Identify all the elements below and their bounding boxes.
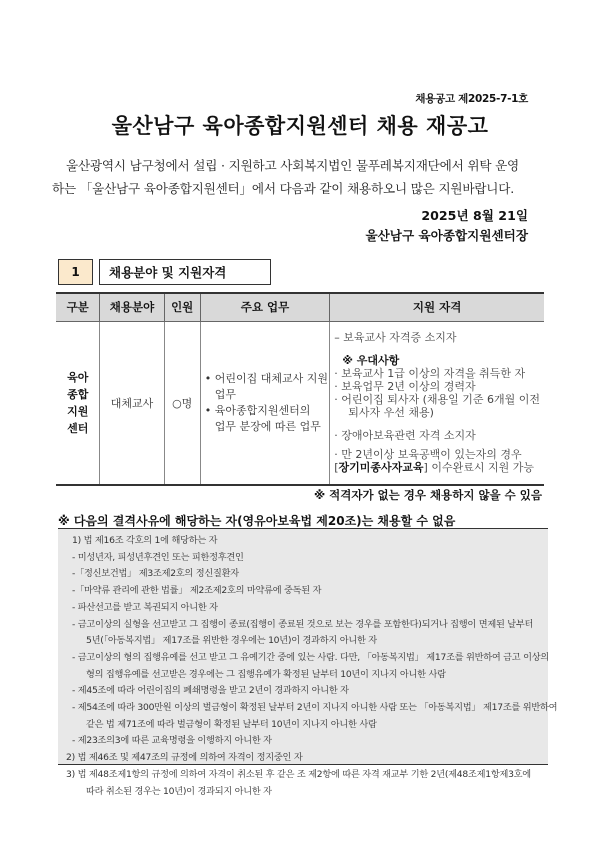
page-title: 울산남구 육아종합지원센터 채용 재공고 — [111, 114, 489, 138]
duty-text: 육아종합지원센터의 — [214, 403, 311, 417]
disqualification-title: ※ 다음의 결격사유에 해당하는 자(영유아보육법 제20조)는 채용할 수 없음 — [58, 514, 456, 528]
recruitment-table — [56, 292, 544, 486]
duty-text: 업무 분장에 따른 업무 — [214, 419, 321, 433]
bullet-spacer — [205, 419, 215, 435]
disq-item: - 금고이상의 실형을 선고받고 그 집행이 종료(집행이 종료된 것으로 보는 경우를 포함한다)되거나 집행이 면제된 날부터 — [72, 618, 534, 630]
header-gubun: 구분 — [56, 293, 100, 321]
cell-qualifications — [330, 321, 544, 485]
disq-item: 3) 법 제48조제1항의 규정에 의하여 자격이 취소된 후 같은 조 제2항에 따른 자격 재교부 기한 2년(제48조제1항제3호에 — [66, 768, 531, 780]
cell-duties — [200, 321, 329, 485]
duty-item — [205, 419, 329, 435]
notice-number: 채용공고 제2025-7-1호 — [415, 93, 528, 105]
duty-item — [205, 371, 329, 403]
disqualification-box — [58, 528, 558, 797]
disq-item: - 파산선고를 받고 복권되지 아니한 자 — [72, 601, 218, 613]
section-heading — [58, 259, 271, 285]
bracket-open: [ — [334, 461, 339, 475]
disq-item: -「정신보건법」 제3조제2호의 정신질환자 — [72, 568, 239, 580]
qual-gap-line-1: · 만 2년이상 보육공백이 있는자의 경우 — [334, 448, 522, 462]
preference-item: 퇴사자 우선 채용) — [334, 406, 434, 420]
disq-item: 1) 법 제16조 각호의 1에 해당하는 자 — [72, 535, 218, 546]
bullet-icon: • — [204, 371, 212, 385]
disq-item: - 금고이상의 형의 집행유예를 선고 받고 그 유예기간 중에 있는 사람. 다만, 「아동복지법」 제17조를 위반하여 금고 이상의 — [72, 651, 549, 663]
header-field: 채용분야 — [100, 293, 164, 321]
header-duties: 주요 업무 — [200, 293, 329, 321]
duty-text: 어린이집 대체교사 지원업무 — [214, 371, 329, 401]
gubun-line: 지원 — [67, 404, 89, 418]
disq-item: - 제23조의3에 따른 교육명령을 이행하지 아니한 자 — [72, 735, 272, 747]
gubun-line: 육아 — [67, 370, 89, 384]
signer: 울산남구 육아종합지원센터장 — [365, 228, 528, 243]
disq-item: 2) 법 제46조 및 제47조의 규정에 의하여 자격이 정지중인 자 — [66, 752, 303, 764]
disq-item: - 제54조에 따라 300만원 이상의 벌금형이 확정된 날부터 2년이 지나지 아니한 사람 또는 「아동복지법」 제17조를 위반하여 — [72, 702, 558, 714]
preference-item: · 보육교사 1급 이상의 자격을 취득한 자 — [334, 367, 526, 381]
disq-item: 따라 취소된 경우는 10년)이 경과되지 아니한 자 — [86, 785, 272, 797]
preference-item: · 보육업무 2년 이상의 경력자 — [334, 380, 476, 394]
intro-paragraph — [52, 154, 542, 200]
qual-basic: – 보육교사 자격증 소지자 — [334, 331, 457, 345]
gap-line-suffix: ] 이수완료시 지원 가능 — [423, 461, 534, 475]
disq-item: - 미성년자, 피성년후견인 또는 피한정후견인 — [72, 551, 244, 563]
bullet-icon: • — [204, 403, 212, 417]
intro-line-1: 울산광역시 남구청에서 설립 · 지원하고 사회복지법인 물푸레복지재단에서 위탁 운영 — [66, 158, 520, 173]
section-title: 채용분야 및 지원자격 — [99, 259, 271, 285]
section-number: 1 — [58, 259, 93, 285]
disq-item: - 제45조에 따라 어린이집의 폐쇄명령을 받고 2년이 경과하지 아니한 자 — [72, 685, 349, 697]
disq-item: 5년(「아동복지법」 제17조를 위반한 경우에는 10년)이 경과하지 아니한 자 — [86, 635, 377, 647]
gubun-line: 종합 — [67, 387, 89, 401]
long-term-education: 장기미종사자교육 — [338, 461, 424, 475]
qual-gap-line-2 — [334, 461, 540, 474]
table-header-row — [56, 293, 544, 321]
spacer — [334, 344, 540, 354]
table-row — [56, 321, 544, 485]
preference-title: ※ 우대사항 — [342, 354, 400, 368]
qual-disabled-care: · 장애아보육관련 자격 소지자 — [334, 429, 476, 443]
spacer — [334, 419, 540, 429]
cell-count: ○명 — [164, 321, 200, 485]
no-fit-note: ※ 적격자가 없는 경우 채용하지 않을 수 있음 — [313, 488, 542, 502]
cell-field: 대체교사 — [100, 321, 164, 485]
cell-gubun — [56, 321, 100, 485]
disq-item: 같은 법 제71조에 따라 벌금형이 확정된 날부터 10년이 지나지 아니한 사람 — [86, 718, 377, 730]
gubun-line: 센터 — [67, 421, 89, 435]
header-count: 인원 — [164, 293, 200, 321]
duty-item — [205, 403, 329, 419]
intro-line-2: 하는 「울산남구 육아종합지원센터」에서 다음과 같이 채용하오니 많은 지원바랍니다. — [52, 181, 515, 196]
disq-item: -「마약류 관리에 관한 법률」 제2조제2호의 마약류에 중독된 자 — [72, 585, 322, 597]
preference-item: · 어린이집 퇴사자 (채용일 기준 6개월 이전 — [334, 393, 540, 407]
notice-date: 2025년 8월 21일 — [421, 208, 528, 223]
header-qualifications: 지원 자격 — [330, 293, 544, 321]
disq-item: 형의 집행유예를 선고받은 경우에는 그 집행유예가 확정된 날부터 10년이 지나지 아니한 사람 — [86, 668, 446, 680]
